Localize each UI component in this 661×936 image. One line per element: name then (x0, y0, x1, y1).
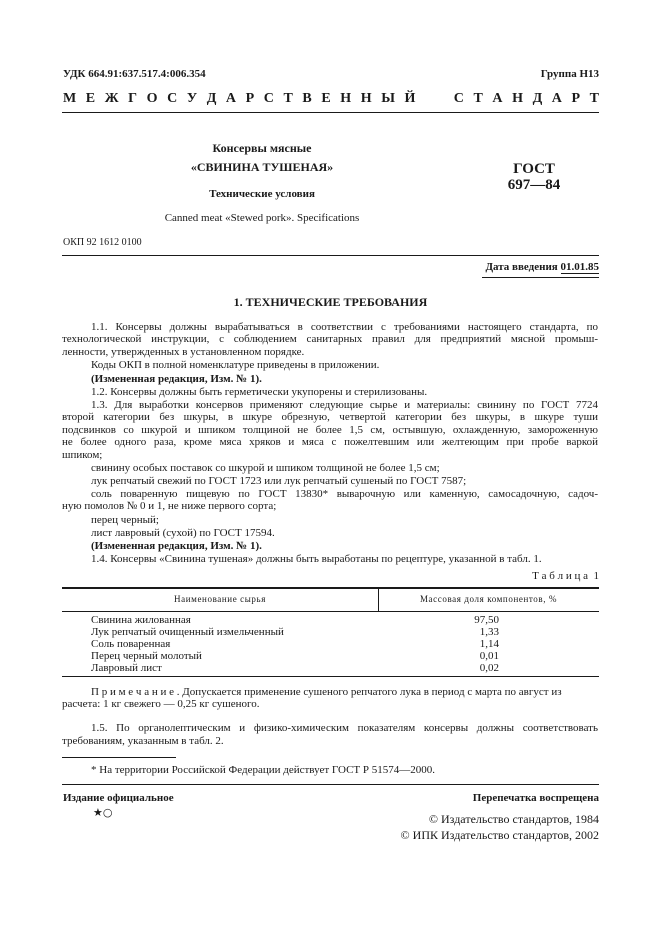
date-underline (482, 277, 599, 278)
intro-date-label: Дата введения (485, 261, 558, 273)
para-1-3-line-9: ную помолов № 0 и 1, не ниже первого сорта; (62, 500, 277, 512)
table-bottom-border (62, 676, 599, 677)
note-line-1 (91, 686, 598, 698)
footnote: * На территории Российской Федерации действует ГОСТ Р 51574—2000. (91, 764, 436, 776)
note-text-1: Допускается применение сушеного репчатого лука в период с марта по август из (182, 686, 562, 698)
group-code: Группа Н13 (540, 68, 599, 80)
intro-date-value: 01.01.85 (560, 261, 599, 273)
section-title: 1. ТЕХНИЧЕСКИЕ ТРЕБОВАНИЯ (233, 295, 428, 309)
copyright-1984: © Издательство стандартов, 1984 (428, 812, 599, 826)
table-col-share-header: Массовая доля компонентов, % (419, 594, 558, 604)
okp-code: ОКП 92 1612 0100 (63, 237, 142, 248)
amendment-1: (Измененная редакция, Изм. № 1). (91, 373, 262, 385)
note-line-2: расчета: 1 кг свежего — 0,25 кг сушеного. (62, 698, 260, 710)
para-1-3-line-5: шпиком; (62, 449, 103, 461)
title-line-1: Консервы мясные (212, 141, 312, 155)
english-title: Canned meat «Stewed pork». Specifications (164, 212, 360, 224)
table-row-name: Свинина жилованная (91, 614, 191, 626)
para-1-3-line-8: соль поваренную пищевую по ГОСТ 13830* выварочную или каменную, самосадочную, садоч- (91, 488, 598, 500)
para-1-3-line-4: не более одного раза, кроме мяса хряков и мяса с пожелтевшим или желтеющим при пробе варкой (62, 436, 598, 448)
para-1-4: Коды ОКП в полной номенклатуре приведены в приложении. (91, 359, 380, 371)
table-row-value: 0,02 (479, 662, 499, 674)
gost-label: ГОСТ (513, 161, 555, 177)
title-divider (62, 255, 599, 256)
edition-marks: ★○ (93, 806, 113, 819)
official-edition: Издание официальное (63, 792, 174, 804)
table-1-label: Т а б л и ц а 1 (532, 570, 599, 582)
para-1-2-item: 1.2. Консервы должны быть герметически укупорены и стерилизованы. (91, 386, 428, 398)
para-1-2: технологической инструкции, с соблюдением санитарных правил для предприятий мясной промыш- (62, 333, 598, 345)
table-col-name-header: Наименование сырья (174, 594, 266, 604)
para-1-4: 1.4. Консервы «Свинина тушеная» должны быть выработаны по рецептуре, указанной в табл. 1. (91, 553, 542, 565)
para-1-3-line-3: подсвинков со шкурой и шпиком толщиной не более 1,5 см, остывшую, охлажденную, замороженную (62, 424, 598, 436)
para-1-1: 1.1. Консервы должны вырабатываться в соответствии с требованиями настоящего стандарта, по (91, 321, 598, 333)
intro-date (485, 261, 599, 273)
table-row-value: 1,33 (479, 626, 499, 638)
title-line-3: Технические условия (209, 188, 315, 200)
para-1-3-line-1: 1.3. Для выработки консервов применяют следующие сырье и материалы: свинину по ГОСТ 7724 (91, 399, 598, 411)
table-row-name: Лавровый лист (91, 662, 162, 674)
gost-number: 697—84 (507, 177, 561, 193)
table-row-name: Лук репчатый очищенный измельченный (91, 626, 284, 638)
table-header-bottom (62, 611, 599, 612)
para-1-5-line-1: 1.5. По органолептическим и физико-химическим показателям консервы должны соответствовать (91, 722, 598, 734)
standard-title: М Е Ж Г О С У Д А Р С Т В Е Н Н Ы Й С Т А Н Д А Р Т (63, 91, 599, 106)
table-row-value: 1,14 (479, 638, 499, 650)
para-1-3-line-7: лук репчатый свежий по ГОСТ 1723 или лук репчатый сушеный по ГОСТ 7587; (91, 475, 467, 487)
table-row-name: Соль поваренная (91, 638, 171, 650)
amendment-2: (Измененная редакция, Изм. № 1). (91, 540, 262, 552)
title-line-2: «СВИНИНА ТУШЕНАЯ» (190, 160, 334, 174)
para-1-3-line-6: свинину особых поставок со шкурой и шпиком толщиной не более 1,5 см; (91, 462, 440, 474)
para-1-3: ленности, утвержденных в установленном порядке. (62, 346, 305, 358)
table-row-value: 0,01 (479, 650, 499, 662)
header-divider (62, 112, 599, 113)
copyright-2002: © ИПК Издательство стандартов, 2002 (400, 828, 599, 842)
table-row-name: Перец черный молотый (91, 650, 202, 662)
para-1-5-line-2: требованиям, указанным в табл. 2. (62, 735, 224, 747)
note-label: П р и м е ч а н и е . (91, 686, 180, 698)
para-1-3-line-10: перец черный; (91, 514, 159, 526)
para-1-3-line-2: второй категории без шкуры, в шкуре обрезную, четвертой категории без шкуры, в шкуре туши (62, 411, 598, 423)
udk-code: УДК 664.91:637.517.4:006.354 (63, 68, 206, 80)
footnote-rule (62, 757, 176, 758)
footer-divider (62, 784, 599, 785)
para-1-3-line-11: лист лавровый (сухой) по ГОСТ 17594. (91, 527, 275, 539)
reprint-prohibited: Перепечатка воспрещена (472, 792, 599, 804)
table-row-value: 97,50 (474, 614, 499, 626)
table-top-border (62, 587, 599, 589)
